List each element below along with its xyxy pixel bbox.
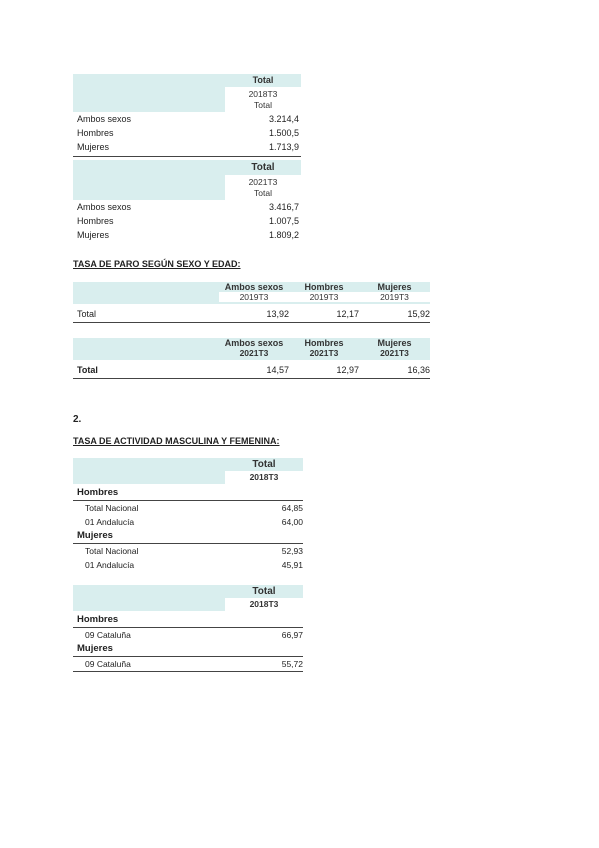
table-row: Mujeres 1.809,2 xyxy=(77,230,299,240)
header-blank xyxy=(73,585,225,611)
table-paro-2019 xyxy=(73,282,430,323)
divider xyxy=(73,156,301,157)
table-header xyxy=(73,74,301,112)
table-row: Hombres 1.500,5 xyxy=(77,128,299,138)
period-label: 2018T3 xyxy=(248,89,278,99)
column-header: Total xyxy=(225,585,303,598)
sub-label: Total xyxy=(254,188,272,198)
column-header: Total xyxy=(225,74,301,87)
column-header: Total xyxy=(225,458,303,471)
table-row: Total Nacional 52,93 xyxy=(85,546,303,556)
table-row: 09 Cataluña 55,72 xyxy=(73,657,303,672)
table-header xyxy=(73,282,430,304)
period-label: 2018T3 xyxy=(249,472,279,482)
column-header: Mujeres xyxy=(377,338,412,348)
table-row: Mujeres 1.713,9 xyxy=(77,142,299,152)
period-label: 2021T3 xyxy=(380,348,409,358)
column-header: Ambos sexos xyxy=(224,338,284,348)
section-title-paro: TASA DE PARO SEGÚN SEXO Y EDAD: xyxy=(73,259,241,269)
table-row: 01 Andalucía 64,00 xyxy=(85,517,303,527)
header-blank xyxy=(73,160,225,200)
table-header xyxy=(73,458,303,484)
group-label: Hombres xyxy=(73,613,303,628)
table-poblacion-2018 xyxy=(73,74,301,154)
header-blank xyxy=(73,74,225,112)
period-label: 2018T3 xyxy=(249,599,279,609)
section-number: 2. xyxy=(73,414,82,425)
column-header: Ambos sexos xyxy=(224,282,284,292)
header-blank xyxy=(73,282,219,304)
table-paro-2021 xyxy=(73,338,430,379)
table-row: Ambos sexos 3.214,4 xyxy=(77,114,299,124)
column-header: Total xyxy=(225,160,301,175)
period-label: 2019T3 xyxy=(289,292,359,302)
period-label: 2021T3 xyxy=(239,348,269,358)
table-row: Total 13,92 12,17 15,92 xyxy=(73,306,430,323)
table-row: Total 14,57 12,97 16,36 xyxy=(73,362,430,379)
period-label: 2021T3 xyxy=(309,348,339,358)
table-actividad-nacional xyxy=(73,458,303,572)
group-label: Mujeres xyxy=(73,529,303,544)
group-label: Mujeres xyxy=(73,642,303,657)
table-row: 01 Andalucía 45,91 xyxy=(85,560,303,570)
table-row: Hombres 1.007,5 xyxy=(77,216,299,226)
period-label: 2019T3 xyxy=(219,292,289,302)
table-row: Total Nacional 64,85 xyxy=(85,503,303,513)
table-header xyxy=(73,338,430,360)
header-blank xyxy=(73,458,225,484)
period-label: 2019T3 xyxy=(359,292,430,302)
sub-label: Total xyxy=(254,100,272,110)
column-header: Mujeres xyxy=(377,282,412,292)
table-header xyxy=(73,585,303,611)
period-label: 2021T3 xyxy=(248,177,278,187)
section-title-actividad: TASA DE ACTIVIDAD MASCULINA Y FEMENINA: xyxy=(73,436,280,446)
column-header: Hombres xyxy=(304,338,344,348)
table-poblacion-2021 xyxy=(73,160,301,242)
table-row: 09 Cataluña 66,97 xyxy=(85,630,303,640)
header-blank xyxy=(73,338,219,360)
table-row: Ambos sexos 3.416,7 xyxy=(77,202,299,212)
group-label: Hombres xyxy=(73,486,303,501)
table-actividad-cataluna xyxy=(73,585,303,672)
column-header: Hombres xyxy=(304,282,344,292)
table-header xyxy=(73,160,301,200)
